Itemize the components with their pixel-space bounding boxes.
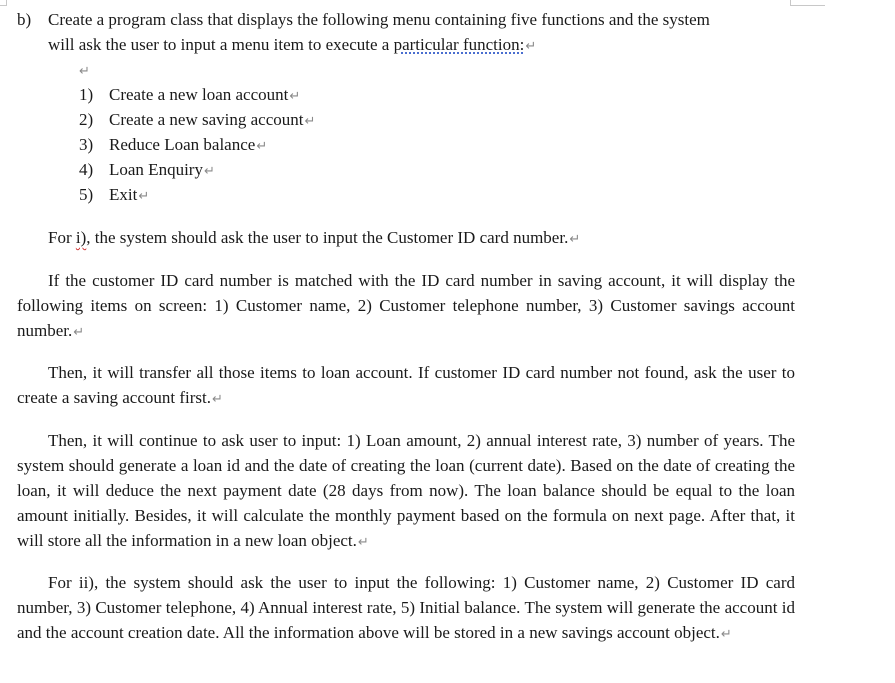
paragraph-mark-icon: ↵ [138, 189, 150, 204]
paragraph-mark-icon: ↵ [720, 627, 732, 642]
paragraph-mark-icon: ↵ [569, 232, 581, 247]
page-corner-mark-left [0, 0, 7, 6]
heading-line-1 [17, 9, 710, 31]
paragraph-mark-icon: ↵ [203, 164, 215, 179]
page-corner-mark-right [790, 0, 825, 6]
grammar-underlined-text: particular function: [393, 35, 525, 54]
paragraph-loan-input: Then, it will continue to ask user to input: 1) Loan amount, 2) annual interest rate, 3) number of years. The system should generate a loan id and the date of creating the loan (current date). Based on the date of creating the loan, it will deduce the next payment date (28 days from now). The loan balance should be equal to the loan amount initially. Besides, it will calculate the monthly payment based on the formula on next page. After that, it will store all the information in a new loan object.↵ [17, 431, 795, 550]
paragraph-option-ii: For ii), the system should ask the user to input the following: 1) Customer name, 2) Customer ID card number, 3) Customer telephone, 4) Annual interest rate, 5) Initial balance. The system will generate the account id and the account creation date. All the information above will be stored in a new savings account object.↵ [17, 573, 795, 642]
list-item: 3) Reduce Loan balance↵ [79, 135, 268, 154]
paragraph-mark-icon: ↵ [73, 325, 85, 340]
heading-text: Create a program class that displays the following menu containing five functions and the system [48, 10, 710, 29]
paragraph-mark-icon: ↵ [289, 89, 301, 104]
paragraph-mark-icon: ↵ [256, 139, 268, 154]
paragraph-option-i: For i), the system should ask the user to input the Customer ID card number.↵ [48, 228, 581, 247]
list-item: 4) Loan Enquiry↵ [79, 160, 215, 179]
list-item: 2) Create a new saving account↵ [79, 110, 316, 129]
list-item: 1) Create a new loan account↵ [79, 85, 301, 104]
list-item: 5) Exit↵ [79, 185, 150, 204]
paragraph-mark-icon: ↵ [525, 39, 537, 54]
empty-paragraph [78, 59, 90, 83]
list-marker: b) [17, 10, 32, 29]
paragraph-id-match: If the customer ID card number is matched with the ID card number in saving account, it will display the following items on screen: 1) Customer name, 2) Customer telephone number, 3) Customer savings account number.↵ [17, 271, 795, 340]
spelling-flagged-text: i) [75, 228, 87, 247]
paragraph-mark-icon: ↵ [357, 535, 369, 550]
paragraph-mark-icon: ↵ [79, 64, 90, 79]
paragraph-mark-icon: ↵ [304, 114, 316, 129]
heading-line-2: will ask the user to input a menu item to execute a particular function:↵ [48, 35, 537, 54]
paragraph-mark-icon: ↵ [212, 392, 223, 407]
paragraph-transfer: Then, it will transfer all those items to loan account. If customer ID card number not found, ask the user to create a saving account first.↵ [17, 363, 795, 407]
